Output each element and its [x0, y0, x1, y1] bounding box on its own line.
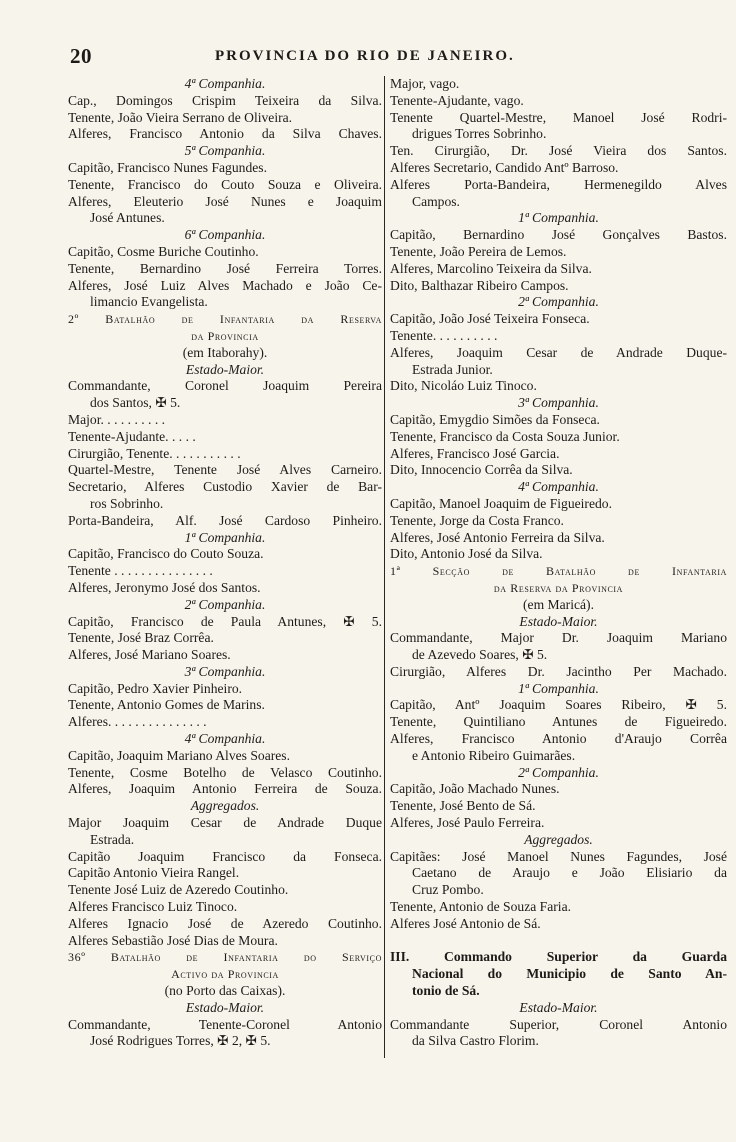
- right-text-line: Caetano de Araujo e João Elisiario da: [412, 865, 727, 881]
- column-divider: [384, 76, 385, 1058]
- left-text-line: Tenente, Antonio Gomes de Marins.: [68, 697, 265, 713]
- right-text-line: Capitão, Emygdio Simões da Fonseca.: [390, 411, 600, 427]
- left-text-line: Tenente, João Vieira Serrano de Oliveira.: [68, 109, 293, 125]
- right-text-line: Tenente, Antonio de Souza Faria.: [390, 899, 572, 915]
- right-text-line: Commandante Superior, Coronel Antonio: [390, 1016, 727, 1032]
- right-section-heading: 3ª Companhia.: [518, 395, 599, 411]
- left-text-line: José Rodrigues Torres, ✠ 2, ✠ 5.: [90, 1033, 271, 1049]
- left-text-line: Tenente, Francisco do Couto Souza e Oliveira.: [68, 176, 382, 192]
- left-text-line: Major. . . . . . . . . .: [68, 411, 166, 427]
- right-text-line: Tenente, Jorge da Costa Franco.: [390, 512, 564, 528]
- right-text-line: Tenente, João Pereira de Lemos.: [390, 243, 567, 259]
- left-section-heading: Aggregados.: [190, 798, 260, 814]
- right-text-line: Ten. Cirurgião, Dr. José Vieira dos Santos.: [390, 143, 727, 159]
- left-text-line: Alferes, José Mariano Soares.: [68, 647, 231, 663]
- right-text-line: Capitão, Bernardino José Gonçalves Bastos.: [390, 227, 727, 243]
- left-text-line: Estrada.: [90, 831, 135, 847]
- left-text-line: Tenente . . . . . . . . . . . . . . .: [68, 563, 213, 579]
- page-header: [70, 44, 725, 70]
- right-text-line: III. Commando Superior da Guarda: [390, 949, 727, 965]
- right-section-heading: 1ª Companhia.: [518, 680, 599, 696]
- left-text-line: Alferes Francisco Luiz Tinoco.: [68, 899, 238, 915]
- left-text-line: (no Porto das Caixas).: [164, 983, 286, 999]
- left-text-line: Capitão, Joaquim Mariano Alves Soares.: [68, 747, 290, 763]
- left-text-line: Tenente, Bernardino José Ferreira Torres.: [68, 260, 382, 276]
- right-text-line: Capitão, João Machado Nunes.: [390, 781, 560, 797]
- left-text-line: da Provincia: [191, 328, 259, 343]
- left-text-line: Alferes. . . . . . . . . . . . . . .: [68, 714, 207, 730]
- right-text-line: Dito, Nicoláo Luiz Tinoco.: [390, 378, 537, 394]
- left-text-line: Alferes Ignacio José de Azeredo Coutinho.: [68, 915, 382, 931]
- left-text-line: (em Itaborahy).: [182, 344, 268, 360]
- left-text-line: Secretario, Alferes Custodio Xavier de Bar-: [68, 479, 382, 495]
- left-text-line: Capitão Joaquim Francisco da Fonseca.: [68, 848, 382, 864]
- right-text-line: drigues Torres Sobrinho.: [412, 126, 547, 142]
- right-text-line: Cruz Pombo.: [412, 882, 484, 898]
- right-text-line: Estrada Junior.: [412, 361, 493, 377]
- left-text-line: Cirurgião, Tenente. . . . . . . . . . .: [68, 445, 241, 461]
- right-text-line: 1ª Secção de Batalhão de Infantaria: [390, 564, 727, 579]
- page-number: 20: [70, 44, 92, 68]
- left-section-heading: 5ª Companhia.: [184, 143, 266, 159]
- right-text-line: tonio de Sá.: [412, 983, 480, 999]
- right-text-line: Campos.: [412, 193, 460, 209]
- left-text-line: Quartel-Mestre, Tenente José Alves Carneiro.: [68, 462, 382, 478]
- right-text-line: Dito, Innocencio Corrêa da Silva.: [390, 462, 573, 478]
- left-text-line: Alferes, Francisco Antonio da Silva Chaves.: [68, 126, 382, 142]
- right-text-line: Alferes, José Paulo Ferreira.: [390, 815, 545, 831]
- right-section-heading: 4ª Companhia.: [518, 479, 599, 495]
- running-title: PROVINCIA DO RIO DE JANEIRO.: [215, 48, 515, 64]
- left-text-line: Tenente-Ajudante. . . . .: [68, 428, 196, 444]
- right-section-heading: Estado-Maior.: [519, 613, 598, 629]
- left-text-line: Alferes, Jeronymo José dos Santos.: [68, 579, 261, 595]
- right-section-heading: 2ª Companhia.: [518, 294, 599, 310]
- right-text-line: da Silva Castro Florim.: [412, 1033, 539, 1049]
- left-section-heading: Estado-Maior.: [185, 361, 265, 377]
- right-text-line: Dito, Antonio José da Silva.: [390, 546, 543, 562]
- left-text-line: Capitão, Francisco do Couto Souza.: [68, 546, 264, 562]
- left-text-line: Cap., Domingos Crispim Teixeira da Silva.: [68, 92, 382, 108]
- left-text-line: Alferes Sebastião José Dias de Moura.: [68, 932, 278, 948]
- left-text-line: Capitão, Francisco Nunes Fagundes.: [68, 159, 267, 175]
- right-text-line: Alferes, Marcolino Teixeira da Silva.: [390, 260, 592, 276]
- left-section-heading: 2ª Companhia.: [184, 596, 266, 612]
- right-column: [390, 76, 727, 1050]
- right-text-line: Alferes, Joaquim Cesar de Andrade Duque-: [390, 344, 727, 360]
- left-text-line: Capitão, Cosme Buriche Coutinho.: [68, 243, 259, 259]
- right-text-line: Alferes, Francisco Antonio d'Araujo Corrêa: [390, 731, 727, 747]
- right-text-line: Tenente. . . . . . . . . .: [390, 327, 498, 343]
- left-text-line: Alferes, Joaquim Antonio Ferreira de Souza.: [68, 781, 382, 797]
- right-section-heading: 2ª Companhia.: [518, 764, 599, 780]
- right-text-line: Commandante, Major Dr. Joaquim Mariano: [390, 630, 727, 646]
- left-text-line: Activo da Provincia: [171, 967, 279, 982]
- right-text-line: da Reserva da Provincia: [493, 580, 624, 595]
- left-text-line: 2º Batalhão de Infantaria da Reserva: [68, 312, 382, 327]
- right-text-line: Capitão, João José Teixeira Fonseca.: [390, 311, 590, 327]
- left-section-heading: 6ª Companhia.: [184, 227, 266, 243]
- right-text-line: Alferes Porta-Bandeira, Hermenegildo Alves: [390, 176, 727, 192]
- right-text-line: Cirurgião, Alferes Dr. Jacintho Per Machado.: [390, 663, 727, 679]
- left-text-line: Commandante, Tenente-Coronel Antonio: [68, 1016, 382, 1032]
- left-section-heading: 4ª Companhia.: [184, 731, 266, 747]
- right-text-line: Capitães: José Manoel Nunes Fagundes, José: [390, 848, 727, 864]
- left-text-line: dos Santos, ✠ 5.: [90, 395, 181, 411]
- right-text-line: Nacional do Municipio de Santo An-: [412, 966, 727, 982]
- right-section-heading: Aggregados.: [524, 831, 593, 847]
- left-text-line: Commandante, Coronel Joaquim Pereira: [68, 378, 382, 394]
- left-text-line: Capitão, Pedro Xavier Pinheiro.: [68, 680, 243, 696]
- left-text-line: Capitão, Francisco de Paula Antunes, ✠ 5.: [68, 613, 382, 629]
- left-text-line: Porta-Bandeira, Alf. José Cardoso Pinheiro.: [68, 512, 382, 528]
- left-text-line: José Antunes.: [90, 210, 165, 226]
- left-text-line: ros Sobrinho.: [90, 495, 164, 511]
- left-column: [68, 76, 382, 1050]
- right-text-line: Capitão, Antº Joaquim Soares Ribeiro, ✠ 5.: [390, 697, 727, 713]
- right-text-line: Tenente, José Bento de Sá.: [390, 798, 536, 814]
- right-text-line: Dito, Balthazar Ribeiro Campos.: [390, 277, 569, 293]
- left-text-line: 36º Batalhão de Infantaria do Serviço: [68, 950, 382, 965]
- left-section-heading: 4ª Companhia.: [184, 76, 266, 91]
- right-text-line: Alferes, Francisco José Garcia.: [390, 445, 560, 461]
- left-text-line: Tenente, José Braz Corrêa.: [68, 630, 214, 646]
- left-section-heading: 1ª Companhia.: [184, 529, 266, 545]
- right-text-line: Major, vago.: [390, 76, 460, 91]
- left-text-line: limancio Evangelista.: [90, 294, 208, 310]
- right-text-line: Tenente, Quintiliano Antunes de Figueiredo.: [390, 714, 727, 730]
- right-text-line: (em Maricá).: [523, 596, 594, 612]
- left-text-line: Major Joaquim Cesar de Andrade Duque: [68, 815, 382, 831]
- right-text-line: [390, 933, 727, 950]
- left-text-line: Alferes, Eleuterio José Nunes e Joaquim: [68, 193, 382, 209]
- left-text-line: Alferes, José Luiz Alves Machado e João Ce-: [68, 277, 382, 293]
- right-text-line: Alferes, José Antonio Ferreira da Silva.: [390, 529, 605, 545]
- right-section-heading: 1ª Companhia.: [518, 210, 599, 226]
- left-text-line: Capitão Antonio Vieira Rangel.: [68, 865, 240, 881]
- right-text-line: Tenente-Ajudante, vago.: [390, 92, 524, 108]
- left-text-line: Tenente, Cosme Botelho de Velasco Coutinho.: [68, 764, 382, 780]
- left-text-line: Tenente José Luiz de Azeredo Coutinho.: [68, 882, 289, 898]
- right-text-line: Tenente, Francisco da Costa Souza Junior.: [390, 428, 620, 444]
- left-section-heading: Estado-Maior.: [185, 999, 265, 1015]
- right-text-line: de Azevedo Soares, ✠ 5.: [412, 647, 548, 663]
- left-section-heading: 3ª Companhia.: [184, 663, 266, 679]
- right-text-line: Tenente Quartel-Mestre, Manoel José Rodri-: [390, 109, 727, 125]
- right-text-line: Alferes José Antonio de Sá.: [390, 915, 541, 931]
- right-text-line: Capitão, Manoel Joaquim de Figueiredo.: [390, 495, 612, 511]
- right-text-line: Alferes Secretario, Candido Antº Barroso.: [390, 159, 619, 175]
- right-text-line: e Antonio Ribeiro Guimarães.: [412, 747, 576, 763]
- right-section-heading: Estado-Maior.: [519, 999, 598, 1015]
